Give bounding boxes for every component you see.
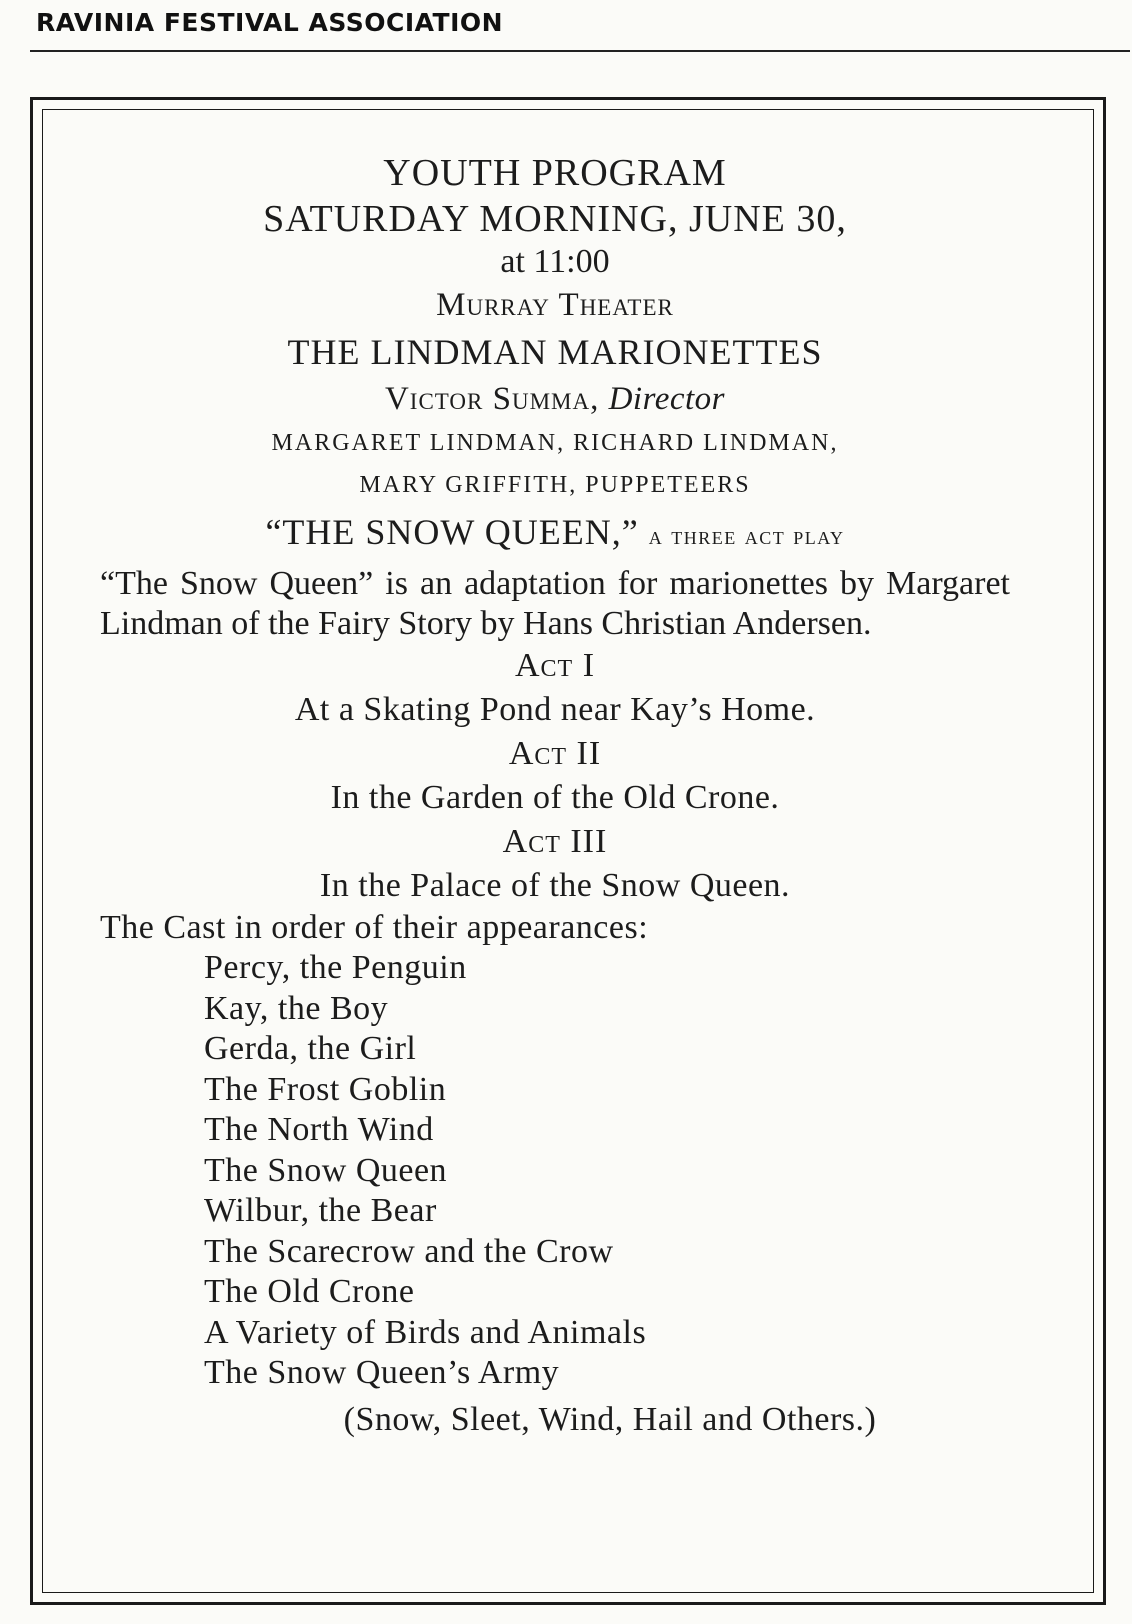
cast-member: Wilbur, the Bear [204,1192,437,1229]
program-date: SATURDAY MORNING, JUNE 30, [263,198,847,240]
act-heading: Act I [514,647,596,684]
director-line [100,376,1010,422]
running-head: RAVINIA FESTIVAL ASSOCIATION [36,8,504,37]
army-note: (Snow, Sleet, Wind, Hail and Others.) [343,1400,877,1438]
program-title: YOUTH PROGRAM [383,152,727,194]
program-time: at 11:00 [500,243,610,280]
company-name: THE LINDMAN MARIONETTES [287,332,823,372]
cast-member: The Old Crone [204,1273,415,1310]
venue: Murray Theater [436,287,674,323]
puppeteers-line-2: MARY GRIFFITH, PUPPETEERS [359,472,751,498]
director-name: Victor Summa, [384,381,609,417]
header-rule [30,50,1130,52]
cast-member: Gerda, the Girl [204,1030,417,1067]
director-role: Director [608,381,726,417]
cast-member: The Snow Queen [204,1151,448,1189]
cast-member: The Snow Queen’s Army [204,1354,560,1391]
cast-member: A Variety of Birds and Animals [204,1313,647,1351]
act-heading: Act II [508,735,602,772]
act-2 [100,732,1010,820]
cast-member: Percy, the Penguin [204,949,467,986]
puppeteers-line-1: MARGARET LINDMAN, RICHARD LINDMAN, [271,430,839,456]
act-1 [100,644,1010,732]
act-heading: Act III [502,823,608,860]
act-setting: In the Palace of the Snow Queen. [319,867,791,904]
play-title: “THE SNOW QUEEN,” [265,512,639,552]
cast-heading: The Cast in order of their appearances: [100,909,649,946]
cast-member: Kay, the Boy [204,989,389,1027]
act-setting: In the Garden of the Old Crone. [330,779,780,816]
act-3 [100,820,1010,908]
program-content [100,150,1010,1446]
play-title-line [100,506,1010,562]
act-setting: At a Skating Pond near Kay’s Home. [294,691,816,728]
play-subtitle: a three act play [648,521,845,550]
description-paragraph: “The Snow Queen” is an adaptation for marionettes by Margaret Lindman of the Fairy Story by Hans Christian Andersen. [100,565,1010,642]
cast-member: The North Wind [204,1111,434,1148]
cast-member: The Scarecrow and the Crow [204,1232,614,1270]
cast-list [100,948,1010,1394]
cast-member: The Frost Goblin [204,1070,447,1108]
